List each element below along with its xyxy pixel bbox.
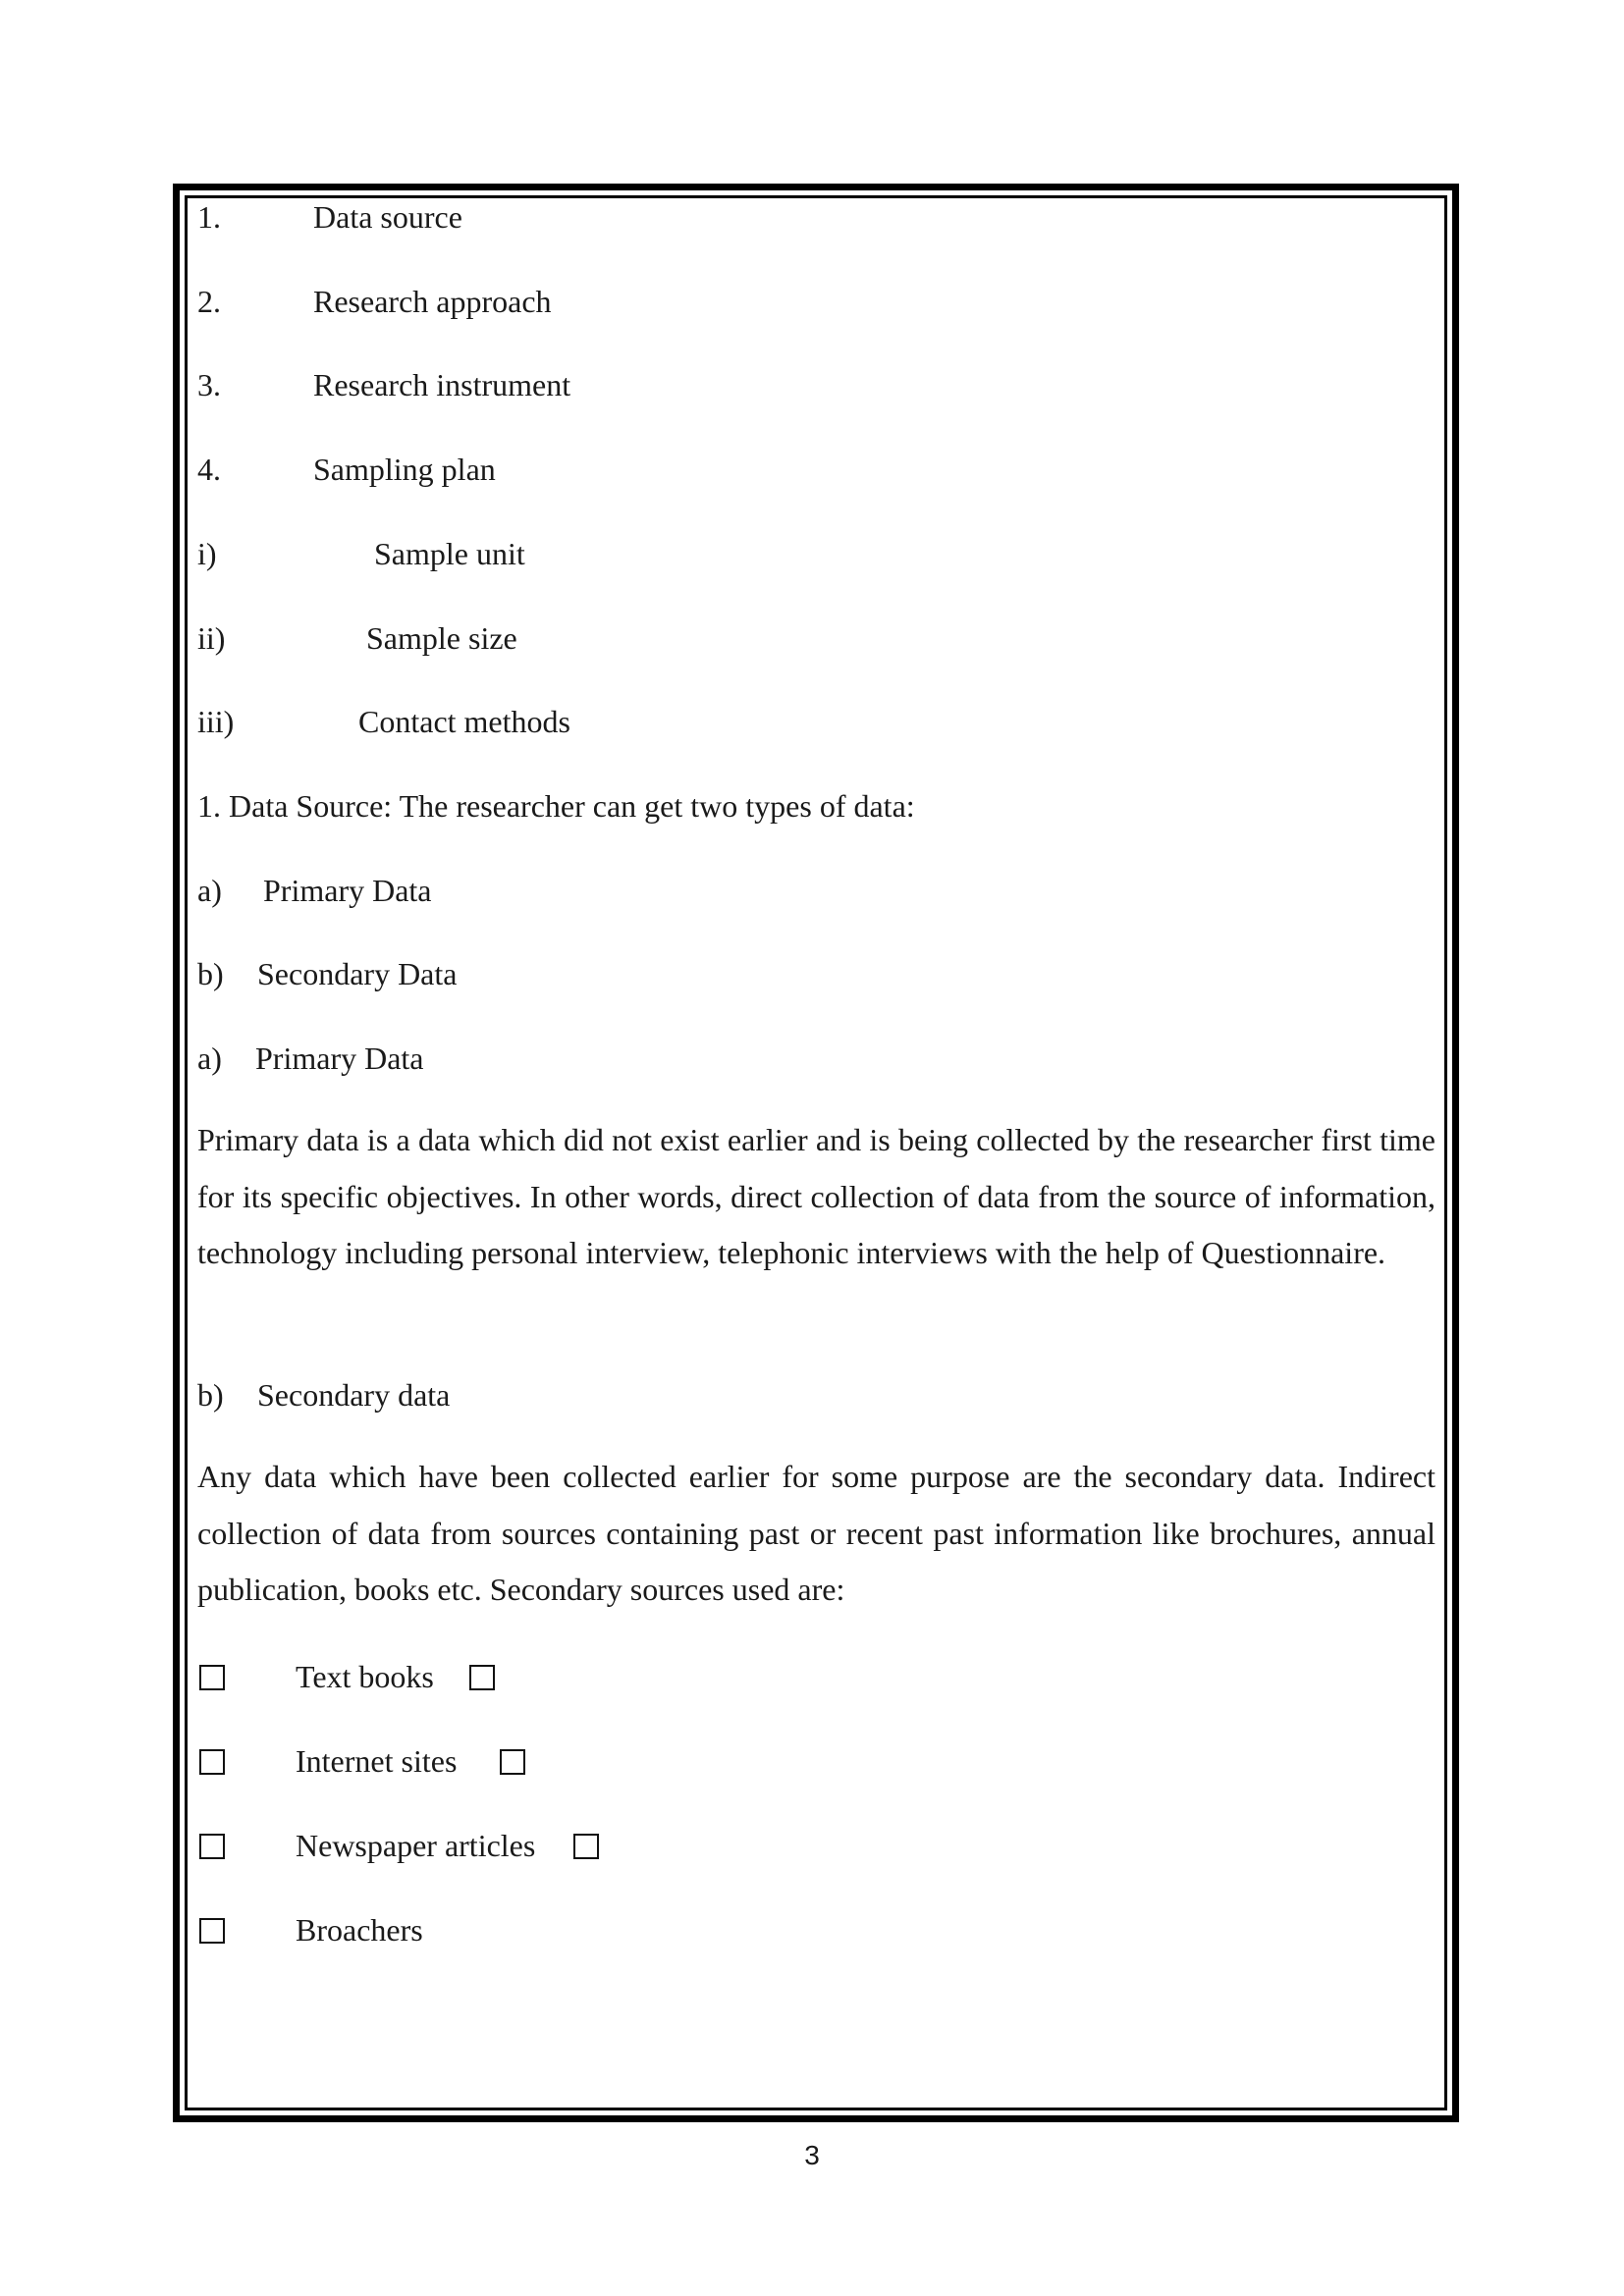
- checkbox-newspaper-articles[interactable]: [199, 1834, 225, 1859]
- source-label: Text books: [296, 1659, 434, 1694]
- checkbox-square-icon[interactable]: [469, 1665, 495, 1690]
- checkbox-square-icon[interactable]: [573, 1834, 599, 1859]
- source-label: Internet sites: [296, 1743, 458, 1779]
- checkbox-internet-sites[interactable]: [199, 1749, 225, 1775]
- page-number: 3: [804, 2140, 820, 2170]
- data-source-intro: 1. Data Source: The researcher can get two types of data:: [197, 788, 915, 824]
- secondary-data-paragraph: Any data which have been collected earlier for some purpose are the secondary data. Indirect collection of data from sources containing past or recent past information like brochures, annual publication, books etc. Secondary sources used are:: [197, 1459, 1435, 1607]
- primary-data-paragraph: Primary data is a data which did not exist earlier and is being collected by the researcher first time for its specific objectives. In other words, direct collection of data from the source of information, technology including personal interview, telephonic interviews with the help of Questionnaire.: [197, 1122, 1435, 1270]
- source-label: Newspaper articles: [296, 1828, 536, 1863]
- checkbox-broachers[interactable]: [199, 1918, 225, 1944]
- checkbox-square-icon[interactable]: [500, 1749, 525, 1775]
- source-label: Broachers: [296, 1912, 423, 1948]
- checkbox-text-books[interactable]: [199, 1665, 225, 1690]
